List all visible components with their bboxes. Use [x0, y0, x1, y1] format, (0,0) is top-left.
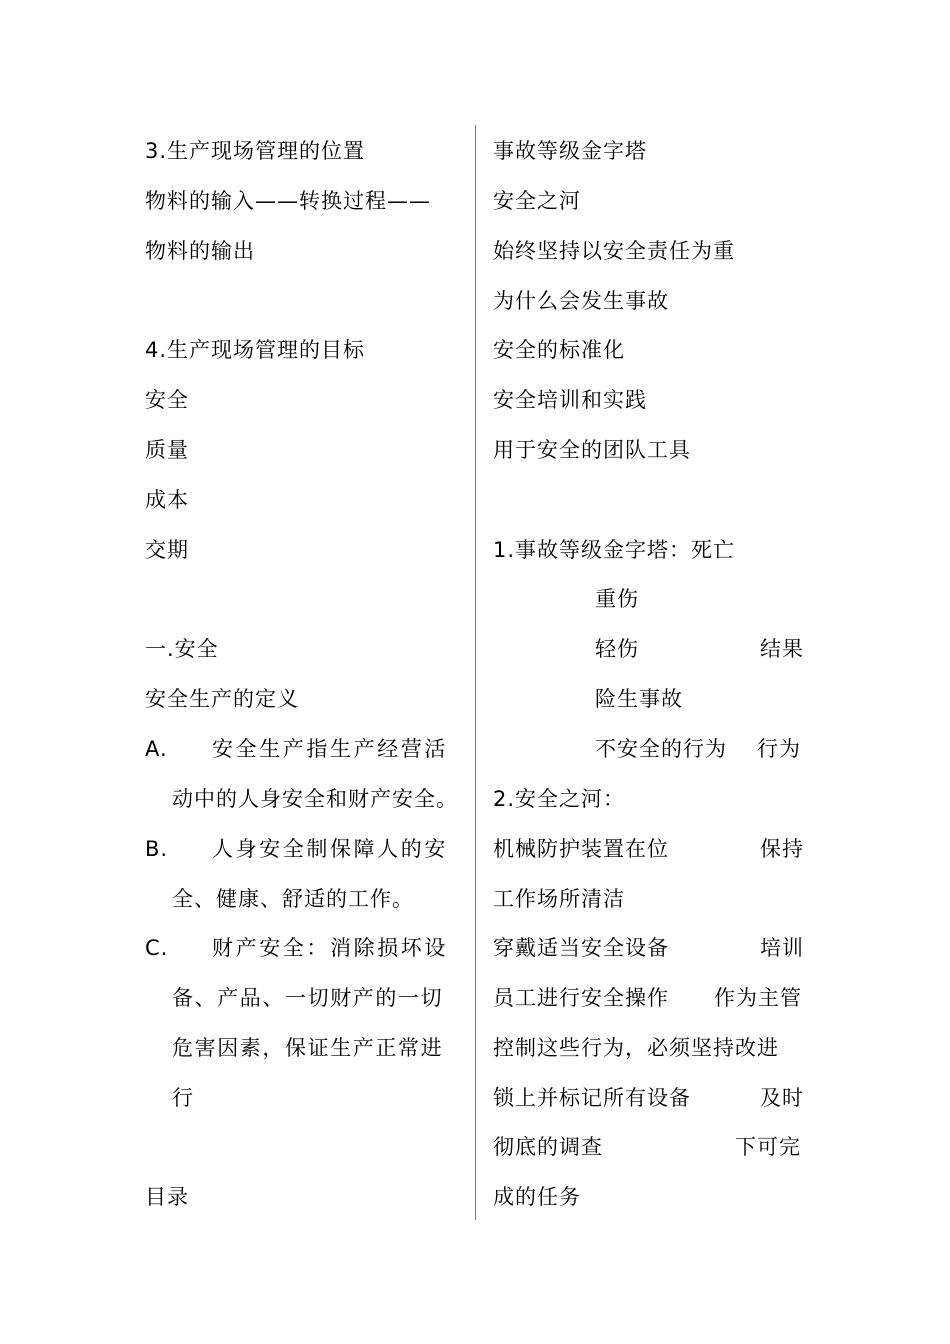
river-text-operation-left: 员工进行安全操作 [493, 986, 669, 1010]
river-text-guards-right: 保持 [760, 837, 804, 861]
pyramid-level-unsafe-behavior: 不安全的行为 [595, 737, 727, 761]
list-marker-b: B. [145, 837, 169, 861]
heading-production-site-goals: 4.生产现场管理的目标 [145, 338, 366, 362]
river-text-control-behavior: 控制这些行为，必须坚持改进 [493, 1036, 779, 1060]
pyramid-label-result: 结果 [760, 637, 804, 661]
river-text-guards-left: 机械防护装置在位 [493, 837, 669, 861]
section-heading-safety: 一.安全 [145, 637, 219, 661]
river-text-investigation-left: 彻底的调查 [493, 1135, 603, 1159]
river-text-tasks: 成的任务 [493, 1185, 581, 1209]
goal-quality: 质量 [145, 438, 189, 462]
text-material-output: 物料的输出 [145, 239, 255, 263]
toc-item-safety-training: 安全培训和实践 [493, 388, 647, 412]
goal-delivery: 交期 [145, 538, 189, 562]
list-item-a-text: 安全生产指生产经营活 [212, 737, 448, 761]
text-material-input: 物料的输入——转换过程—— [145, 189, 431, 213]
list-item-b-continuation: 全、健康、舒适的工作。 [172, 887, 414, 911]
river-text-investigation-right: 下可完 [735, 1135, 801, 1159]
river-text-operation-right: 作为主管 [714, 986, 802, 1010]
subheading-safety-definition: 安全生产的定义 [145, 687, 299, 711]
toc-item-team-tools: 用于安全的团队工具 [493, 438, 691, 462]
pyramid-level-minor-injury: 轻伤 [595, 637, 639, 661]
goal-safety: 安全 [145, 388, 189, 412]
heading-accident-pyramid: 1.事故等级金字塔：死亡 [493, 538, 736, 562]
river-text-lockout-right: 及时 [760, 1086, 804, 1110]
river-text-workplace-clean: 工作场所清洁 [493, 887, 625, 911]
toc-item-safety-river: 安全之河 [493, 189, 581, 213]
toc-item-safety-responsibility: 始终坚持以安全责任为重 [493, 239, 735, 263]
heading-safety-river: 2.安全之河： [493, 787, 626, 811]
toc-item-accident-pyramid: 事故等级金字塔 [493, 139, 647, 163]
list-marker-c: C. [145, 936, 169, 960]
river-text-equipment-left: 穿戴适当安全设备 [493, 936, 669, 960]
list-item-c-continuation-1: 备、产品、一切财产的一切 [172, 986, 444, 1010]
pyramid-label-behavior: 行为 [757, 737, 801, 761]
pyramid-level-serious-injury: 重伤 [595, 587, 639, 611]
heading-production-site-position: 3.生产现场管理的位置 [145, 139, 366, 163]
list-item-c-continuation-3: 行 [172, 1086, 194, 1110]
river-text-equipment-right: 培训 [760, 936, 804, 960]
list-item-a-continuation: 动中的人身安全和财产安全。 [172, 787, 458, 811]
table-of-contents-heading: 目录 [145, 1185, 189, 1209]
column-divider [475, 125, 476, 1220]
toc-item-safety-standardization: 安全的标准化 [493, 338, 625, 362]
list-item-c-text: 财产安全：消除损坏设 [212, 936, 448, 960]
list-item-b-text: 人身安全制保障人的安 [212, 837, 448, 861]
pyramid-level-near-miss: 险生事故 [595, 687, 683, 711]
list-marker-a: A. [145, 737, 168, 761]
river-text-lockout-left: 锁上并标记所有设备 [493, 1086, 691, 1110]
goal-cost: 成本 [145, 488, 189, 512]
toc-item-why-accidents: 为什么会发生事故 [493, 289, 669, 313]
list-item-c-continuation-2: 危害因素，保证生产正常进 [172, 1036, 444, 1060]
